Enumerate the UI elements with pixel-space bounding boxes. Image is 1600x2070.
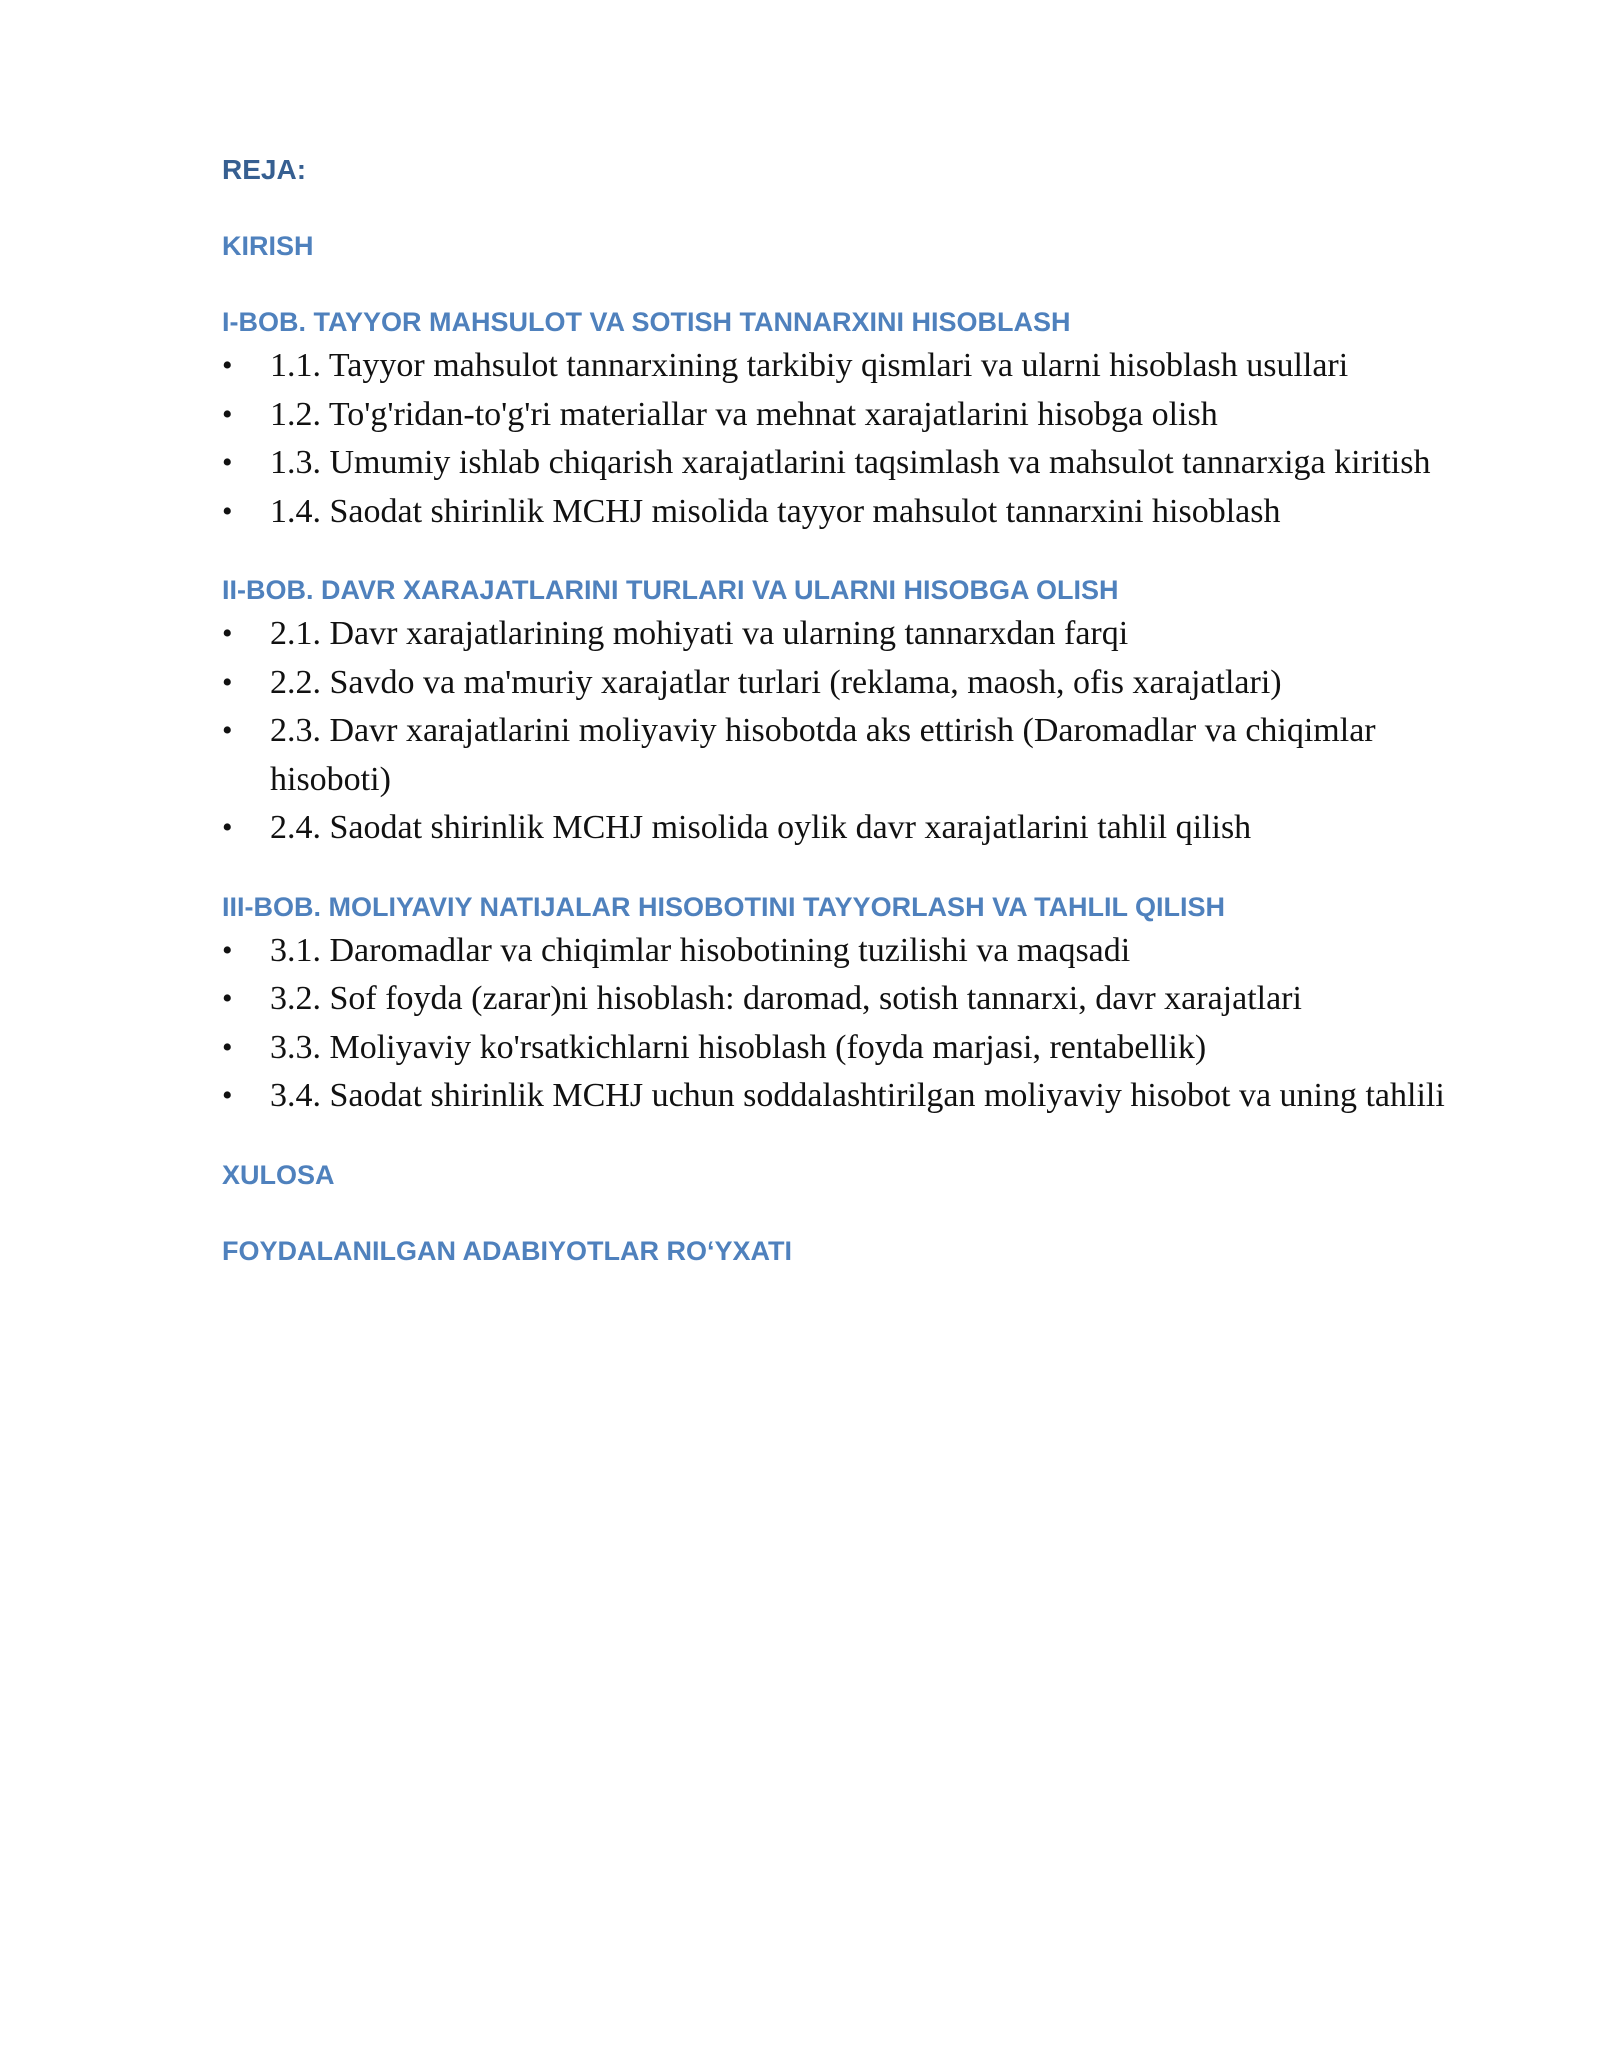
chapter-heading: I-BOB. TAYYOR MAHSULOT VA SOTISH TANNARXINI HISOBLASH (222, 307, 1071, 337)
list-item: • 1.1. Tayyor mahsulot tannarxining tarkibiy qismlari va ularni hisoblash usullari (222, 342, 1462, 391)
bullet-icon: • (222, 982, 233, 1015)
bullet-icon: • (222, 349, 233, 382)
chapter-3 (222, 887, 1462, 1121)
list-item: • 2.2. Savdo va ma'muriy xarajatlar turlari (reklama, maosh, ofis xarajatlari) (222, 659, 1462, 708)
bullet-icon: • (222, 397, 233, 431)
bullet-icon: • (222, 933, 233, 967)
bullet-icon: • (222, 1079, 233, 1112)
chapter-2-items (222, 610, 1462, 853)
chapter-heading: III-BOB. MOLIYAVIY NATIJALAR HISOBOTINI TAYYORLASH VA TAHLIL QILISH (222, 891, 1226, 922)
list-item: • 3.1. Daromadlar va chiqimlar hisobotining tuzilishi va maqsadi (222, 927, 1462, 976)
list-item: • 2.4. Saodat shirinlik MCHJ misolida oylik davr xarajatlarini tahlil qilish (222, 804, 1462, 853)
list-item: • 3.4. Saodat shirinlik MCHJ uchun soddalashtirilgan moliyaviy hisobot va uning tahlili (222, 1072, 1462, 1121)
plan-document (222, 150, 1462, 1271)
list-item: • 3.2. Sof foyda (zarar)ni hisoblash: daromad, sotish tannarxi, davr xarajatlari (222, 975, 1462, 1024)
bullet-icon: • (222, 811, 233, 844)
chapter-heading: II-BOB. DAVR XARAJATLARINI TURLARI VA ULARNI HISOBGA OLISH (222, 575, 1119, 605)
chapter-1-items (222, 342, 1462, 536)
plan-title: REJA: (222, 154, 307, 185)
list-item: • 1.4. Saodat shirinlik MCHJ misolida tayyor mahsulot tannarxini hisoblash (222, 488, 1462, 537)
chapter-1 (222, 302, 1462, 536)
list-item: • 2.1. Davr xarajatlarining mohiyati va ularning tannarxdan farqi (222, 610, 1462, 659)
bullet-icon: • (222, 494, 233, 528)
bullet-icon: • (222, 617, 233, 650)
bullet-icon: • (222, 665, 233, 699)
intro-heading: KIRISH (222, 231, 314, 261)
bullet-icon: • (222, 446, 233, 479)
list-item: • 1.2. To'g'ridan-to'g'ri materiallar va mehnat xarajatlarini hisobga olish (222, 391, 1462, 440)
chapter-3-items (222, 927, 1462, 1121)
list-item: • 1.3. Umumiy ishlab chiqarish xarajatlarini taqsimlash va mahsulot tannarxiga kiritish (222, 439, 1462, 488)
list-item: • 3.3. Moliyaviy ko'rsatkichlarni hisoblash (foyda marjasi, rentabellik) (222, 1024, 1462, 1073)
bullet-icon: • (222, 714, 233, 747)
list-item: • 2.3. Davr xarajatlarini moliyaviy hisobotda aks ettirish (Daromadlar va chiqimlar hisoboti) (222, 707, 1462, 804)
conclusion-heading: XULOSA (222, 1159, 335, 1190)
references-heading: FOYDALANILGAN ADABIYOTLAR RO‘YXATI (222, 1235, 792, 1266)
bullet-icon: • (222, 1030, 233, 1064)
chapter-2 (222, 570, 1462, 853)
